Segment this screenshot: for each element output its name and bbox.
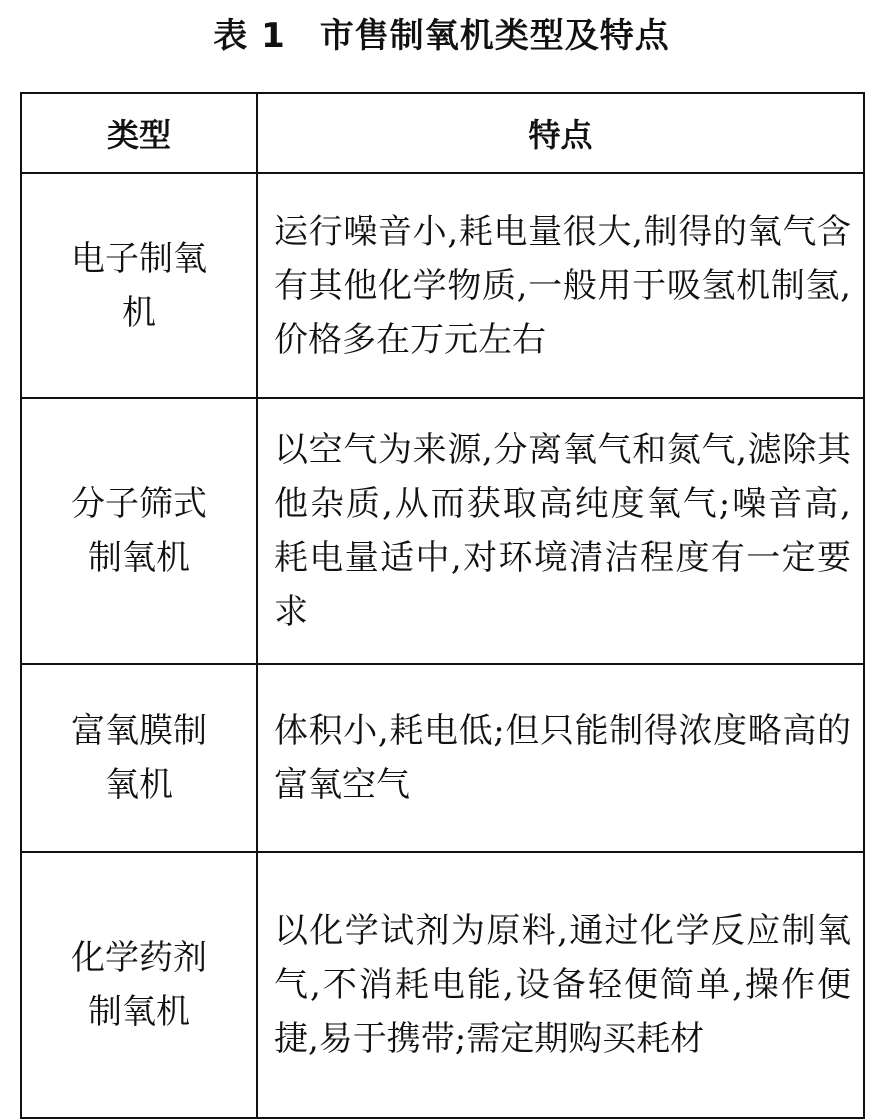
features-cell: 以空气为来源,分离氧气和氮气,滤除其他杂质,从而获取高纯度氧气;噪音高,耗电量适中,对环境清洁程度有一定要求 <box>257 398 864 664</box>
oxygen-generator-table <box>20 92 865 1119</box>
features-cell: 以化学试剂为原料,通过化学反应制氧气,不消耗电能,设备轻便简单,操作便捷,易于携带;需定期购买耗材 <box>257 852 864 1118</box>
table-row <box>21 398 864 664</box>
type-label: 电子制氧机 <box>71 238 207 333</box>
type-label: 富氧膜制氧机 <box>71 711 207 805</box>
table-row <box>21 664 864 852</box>
header-type: 类型 <box>21 93 257 173</box>
header-features: 特点 <box>257 93 864 173</box>
header-row <box>21 93 864 173</box>
type-cell <box>21 852 257 1118</box>
table-title: 市售制氧机类型及特点 <box>319 16 670 56</box>
type-cell <box>21 664 257 852</box>
features-cell: 体积小,耗电低;但只能制得浓度略高的富氧空气 <box>257 664 864 852</box>
features-cell: 运行噪音小,耗电量很大,制得的氧气含有其他化学物质,一般用于吸氢机制氢,价格多在万元左右 <box>257 173 864 398</box>
table-row <box>21 852 864 1118</box>
table-row <box>21 173 864 398</box>
table-caption <box>0 10 883 62</box>
type-cell <box>21 398 257 664</box>
type-label: 化学药剂制氧机 <box>71 938 207 1032</box>
table-number: 表 1 <box>213 16 286 56</box>
type-label: 分子筛式制氧机 <box>71 484 207 578</box>
type-cell <box>21 173 257 398</box>
